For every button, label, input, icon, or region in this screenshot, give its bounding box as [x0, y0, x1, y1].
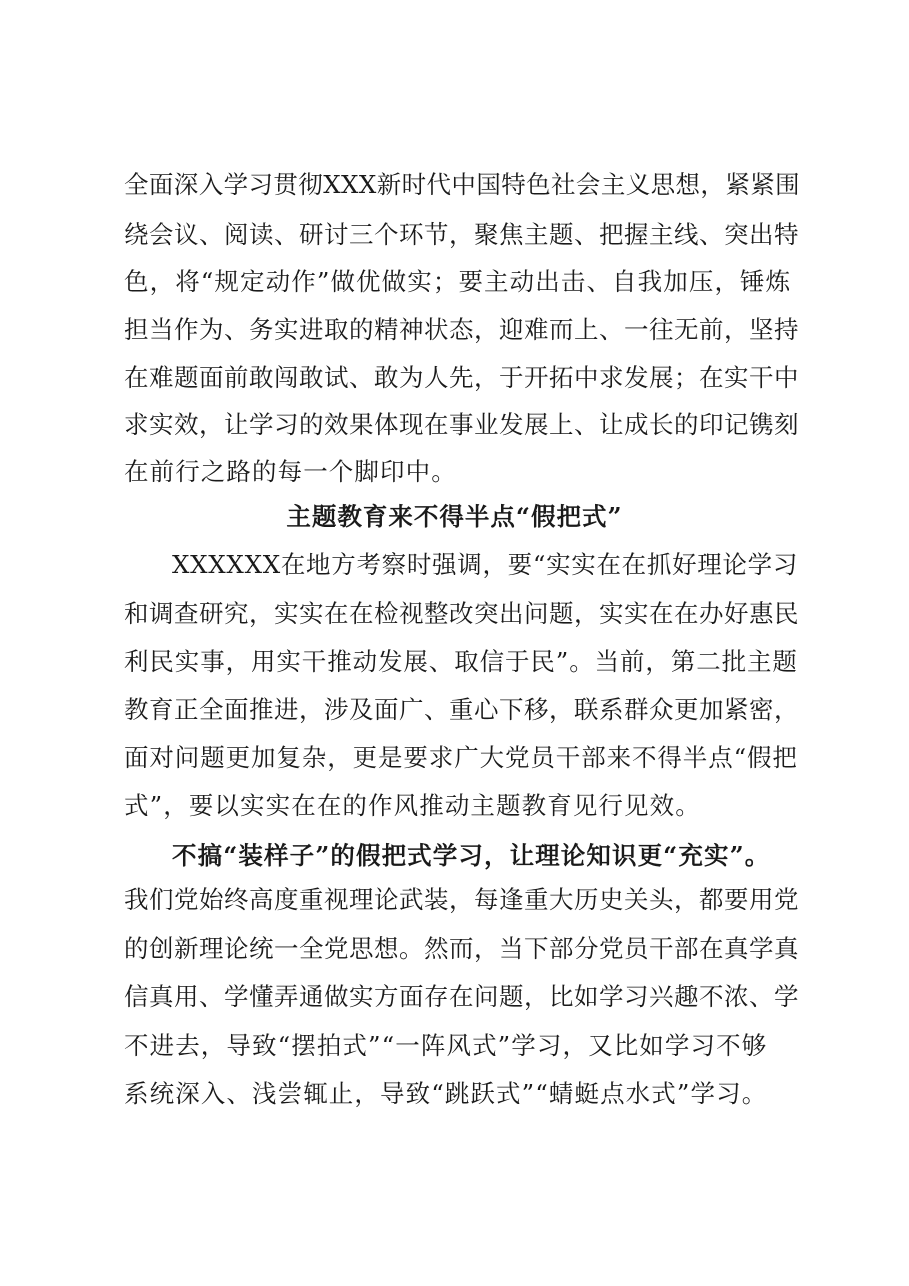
- text-line: 全面深入学习贯彻XXX新时代中国特色社会主义思想，紧紧围: [124, 170, 801, 199]
- text-line: XXXXXX在地方考察时强调，要“实实在在抓好理论学习: [172, 550, 799, 579]
- text-line: 我们党始终高度重视理论武装，每逢重大历史关头，都要用党: [124, 885, 799, 914]
- text-line: 色，将“规定动作”做优做实；要主动出击、自我加压，锤炼: [124, 267, 792, 296]
- text-line: 在前行之路的每一个脚印中。: [124, 457, 457, 486]
- text-line: 式”，要以实实在在的作风推动主题教育见行见效。: [124, 791, 701, 820]
- text-line: 教育正全面推进，涉及面广、重心下移，联系群众更加紧密，: [124, 695, 799, 724]
- text-line: 绕会议、阅读、研讨三个环节，聚焦主题、把握主线、突出特: [124, 220, 799, 249]
- text-line: 担当作为、务实进取的精神状态，迎难而上、一往无前，坚持: [124, 315, 799, 344]
- text-line: 在难题面前敢闯敢试、敢为人先，于开拓中求发展；在实干中: [124, 363, 799, 392]
- paragraph-lead-sentence: 不搞“装样子”的假把式学习，让理论知识更“充实”。: [172, 841, 771, 870]
- text-line: 信真用、学懂弄通做实方面存在问题，比如学习兴趣不浓、学: [124, 982, 799, 1011]
- section-heading: 主题教育来不得半点“假把式”: [286, 502, 623, 531]
- text-line: 系统深入、浅尝辄止，导致“跳跃式”“蜻蜓点水式”学习。: [124, 1079, 768, 1108]
- text-line: 不进去，导致“摆拍式”“一阵风式”学习，又比如学习不够: [124, 1031, 768, 1060]
- text-line: 和调查研究，实实在在检视整改突出问题，实实在在办好惠民: [124, 599, 799, 628]
- text-line: 求实效，让学习的效果体现在事业发展上、让成长的印记镌刻: [124, 410, 799, 439]
- text-line: 利民实事，用实干推动发展、取信于民”。当前，第二批主题: [124, 647, 798, 676]
- text-line: 的创新理论统一全党思想。然而，当下部分党员干部在真学真: [124, 934, 799, 963]
- text-line: 面对问题更加复杂，更是要求广大党员干部来不得半点“假把: [124, 743, 798, 772]
